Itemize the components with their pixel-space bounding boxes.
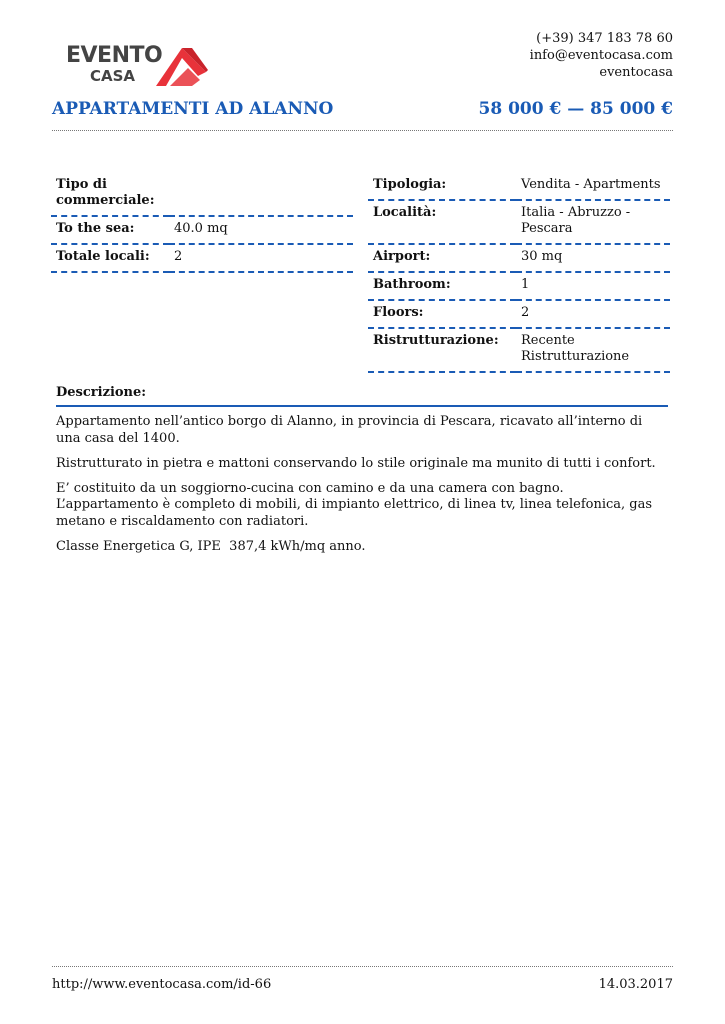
description-body <box>56 414 670 564</box>
property-value: Vendita - Apartments <box>516 173 670 200</box>
property-value: 1 <box>516 272 670 300</box>
property-row <box>368 200 670 244</box>
property-value: 40.0 mq <box>169 216 353 244</box>
description-paragraph: E’ costituito da un soggiorno-cucina con camino e da una camera con bagno. L’appartamento è completo di mobili, di impianto elettrico, di linea tv, linea telefonica, gas metano e riscaldamento con radiatori. <box>56 480 653 529</box>
property-row <box>51 244 353 272</box>
description-heading: Descrizione: <box>56 385 147 400</box>
property-label: Tipologia: <box>368 173 516 200</box>
footer-date: 14.03.2017 <box>598 977 673 992</box>
property-label: Tipo di commerciale: <box>51 173 169 216</box>
property-value: 2 <box>516 300 670 328</box>
contact-email: info@eventocasa.com <box>529 48 673 63</box>
property-label: To the sea: <box>51 216 169 244</box>
contact-name: eventocasa <box>599 65 673 80</box>
property-row <box>51 173 353 216</box>
header-divider <box>52 130 673 131</box>
description-paragraph: Ristrutturato in pietra e mattoni conservando lo stile originale ma munito di tutti i confort. <box>56 455 656 471</box>
property-label: Floors: <box>368 300 516 328</box>
property-value: Italia - Abruzzo - Pescara <box>516 200 670 244</box>
footer-divider <box>52 966 673 967</box>
description-paragraph: Appartamento nell’antico borgo di Alanno, in provincia di Pescara, ricavato all’interno di una casa del 1400. <box>56 414 643 446</box>
right-properties-table <box>368 173 670 373</box>
page-title: APPARTAMENTI AD ALANNO <box>52 99 334 119</box>
eventocasa-logo <box>66 44 211 90</box>
property-value <box>169 173 353 216</box>
footer-url-link[interactable]: http://www.eventocasa.com/id-66 <box>52 977 272 992</box>
logo-word-evento: EVENTO <box>66 43 163 68</box>
description-divider <box>56 405 668 407</box>
property-value: Recente Ristrutturazione <box>516 328 670 372</box>
property-row <box>368 272 670 300</box>
property-value: 2 <box>169 244 353 272</box>
property-label: Località: <box>368 200 516 244</box>
contact-info <box>530 30 673 81</box>
logo-roof-icon <box>152 46 208 88</box>
property-value: 30 mq <box>516 244 670 272</box>
property-label: Airport: <box>368 244 516 272</box>
logo-word-casa: CASA <box>90 67 136 85</box>
property-label: Ristrutturazione: <box>368 328 516 372</box>
property-row <box>368 300 670 328</box>
property-label: Totale locali: <box>51 244 169 272</box>
property-label: Bathroom: <box>368 272 516 300</box>
price-range: 58 000 € — 85 000 € <box>478 99 673 119</box>
property-row <box>51 216 353 244</box>
property-row <box>368 244 670 272</box>
description-paragraph: Classe Energetica G, IPE 387,4 kWh/mq anno. <box>56 538 366 554</box>
property-row <box>368 328 670 372</box>
left-properties-table <box>51 173 353 273</box>
property-row <box>368 173 670 200</box>
contact-phone: (+39) 347 183 78 60 <box>536 31 673 46</box>
